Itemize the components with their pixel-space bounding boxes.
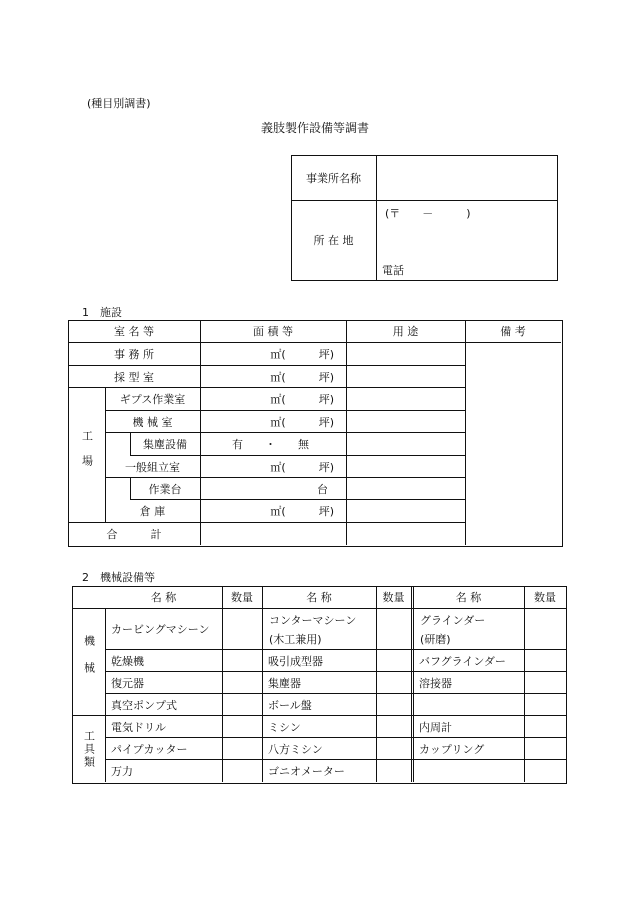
equipment-heading: 2 機械設備等 — [82, 571, 155, 584]
eq-item: 内周計 — [419, 720, 452, 734]
col-notes: 備 考 — [500, 325, 526, 338]
office-name-label: 事業所名称 — [306, 171, 361, 185]
eq-col-qty-3: 数量 — [534, 591, 556, 604]
machines-label: 機械 — [82, 635, 96, 689]
col-room-name: 室 名 等 — [114, 325, 154, 338]
category-label: (種目別調書) — [87, 97, 151, 110]
area-machine[interactable]: ㎡( 坪) — [270, 415, 334, 429]
eq-item: ゴニオメーター — [268, 765, 345, 778]
total-label: 合 計 — [106, 528, 162, 541]
eq-item: 真空ポンプ式 — [111, 698, 177, 712]
facilities-heading: 1 施設 — [82, 306, 122, 319]
eq-item: グラインダー — [420, 614, 486, 627]
eq-item: ミシン — [268, 720, 301, 734]
eq-col-name-3: 名 称 — [455, 591, 482, 604]
eq-item: 電気ドリル — [111, 720, 166, 734]
area-assembly[interactable]: ㎡( 坪) — [270, 460, 334, 474]
eq-item: 溶接器 — [419, 676, 452, 690]
room-assembly: 一般組立室 — [125, 460, 180, 474]
eq-item: 復元器 — [111, 676, 144, 690]
eq-col-qty-1: 数量 — [231, 591, 253, 604]
eq-item-sub: (研磨) — [420, 633, 451, 646]
eq-item: ボール盤 — [268, 698, 312, 712]
eq-item: 万力 — [111, 765, 133, 778]
address-label: 所 在 地 — [313, 234, 354, 247]
room-dust-collector: 集塵設備 — [143, 438, 187, 451]
col-usage: 用 途 — [392, 325, 419, 338]
eq-item: 吸引成型器 — [268, 654, 323, 668]
page-title: 義肢製作設備等調書 — [260, 121, 369, 135]
room-workbench: 作業台 — [148, 482, 182, 496]
area-storage[interactable]: ㎡( 坪) — [270, 505, 334, 518]
eq-item: パイプカッター — [111, 742, 188, 756]
area-gypsum[interactable]: ㎡( 坪) — [270, 393, 334, 406]
workbench-count[interactable]: 台 — [317, 482, 328, 496]
area-office[interactable]: ㎡( 坪) — [270, 348, 334, 361]
eq-col-qty-2: 数量 — [382, 591, 405, 604]
area-casting[interactable]: ㎡( 坪) — [270, 370, 334, 384]
eq-item: 集塵器 — [268, 676, 301, 690]
office-name-field[interactable] — [377, 156, 556, 200]
eq-col-name-1: 名 称 — [150, 591, 177, 604]
col-area: 面 積 等 — [253, 325, 293, 338]
eq-item: カービングマシーン — [111, 623, 210, 636]
dust-collector-presence[interactable]: 有 ・ 無 — [232, 438, 309, 451]
room-machine: 機 械 室 — [132, 415, 173, 429]
postal-code[interactable]: (〒 － ) — [385, 207, 471, 220]
phone-label: 電話 — [382, 264, 404, 277]
eq-item: バフグラインダー — [419, 654, 506, 668]
room-gypsum: ギプス作業室 — [119, 393, 186, 406]
eq-item-sub: (木工兼用) — [269, 633, 322, 646]
eq-item: 乾燥機 — [111, 654, 144, 668]
factory-label: 工場 — [80, 430, 94, 480]
eq-item: カップリング — [419, 742, 485, 756]
room-casting: 採 型 室 — [114, 370, 154, 384]
room-storage: 倉 庫 — [139, 505, 166, 518]
eq-item: コンターマシーン — [269, 614, 357, 627]
room-office: 事 務 所 — [114, 348, 154, 361]
tools-label: 工具類 — [82, 729, 96, 769]
eq-col-name-2: 名 称 — [306, 591, 332, 604]
eq-item: 八方ミシン — [268, 742, 323, 756]
